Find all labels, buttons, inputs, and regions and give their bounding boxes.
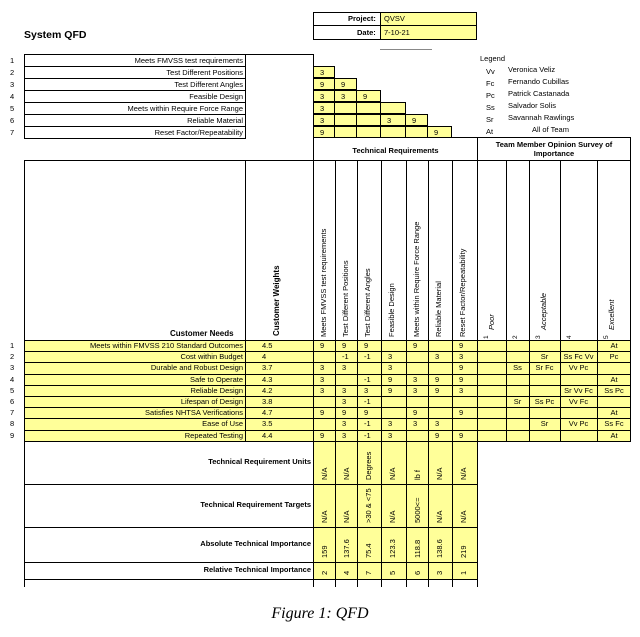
survey-scale-number: 2 (512, 335, 519, 339)
qfd-title: System QFD (24, 29, 87, 41)
need-tech-value: 9 (459, 363, 464, 373)
need-tech-value: -1 (364, 397, 371, 406)
need-survey-value: Ss (513, 363, 522, 373)
needs-left-line (24, 340, 25, 441)
need-tech-value: -1 (342, 352, 349, 362)
roof-row-label: Meets within Require Force Range (127, 104, 243, 113)
need-tech-value: 9 (342, 341, 347, 350)
need-survey-value: Ss Fc (604, 419, 624, 429)
customer-needs-label: Customer Needs (170, 329, 234, 338)
bottom-cell-value: 7 (364, 570, 373, 575)
needs-grid-line (529, 340, 530, 441)
need-survey-value: Sr (540, 352, 549, 362)
bottom-cell-value: N/A (320, 467, 329, 480)
tech-req-header: Test Different Positions (341, 260, 350, 337)
bottom-row-label: Relative Technical Importance (203, 565, 311, 575)
need-tech-value: 9 (342, 408, 347, 418)
roof-row-line (24, 78, 246, 79)
tech-req-header: Meets within Require Force Range (412, 221, 421, 337)
need-tech-value: 9 (435, 374, 440, 384)
need-tech-value: 3 (342, 419, 347, 429)
needs-grid-line (597, 340, 598, 441)
bottom-cell-value: Degrees (364, 451, 373, 480)
need-tech-value: 3 (413, 419, 418, 429)
need-survey-value: Ss Pc (604, 385, 624, 395)
bottom-cell-value: N/A (435, 510, 444, 523)
bottom-cell-value: N/A (459, 467, 468, 480)
needs-grid-line (506, 340, 507, 441)
legend-name: Patrick Castanada (508, 89, 570, 98)
bottom-cell-value: 137.6 (342, 539, 351, 558)
need-row-number: 6 (10, 397, 15, 406)
bottom-cell-value: 5 (388, 570, 397, 575)
bottom-cell-value: 2 (320, 570, 329, 575)
survey-title: Team Member Opinion Survey of Importance (495, 140, 613, 158)
roof-row-line (24, 66, 246, 67)
need-survey-value: At (610, 408, 618, 418)
need-survey-value: Vv Pc (568, 419, 589, 429)
needs-top-border (24, 160, 314, 161)
roof-row-line (24, 102, 246, 103)
legend-name: Savannah Rawlings (508, 113, 575, 122)
needs-grid-line (245, 340, 246, 441)
need-tech-value: 3 (413, 385, 418, 395)
need-survey-value: Sr Vv Fc (564, 385, 593, 395)
roof-cell: 3 (381, 114, 406, 126)
roof-row-number: 5 (10, 104, 15, 113)
bottom-cell-value: 6 (413, 570, 422, 575)
bottom-grid-line (406, 441, 407, 579)
need-weight: 3.5 (262, 419, 273, 429)
legend-name: All of Team (532, 125, 569, 134)
bottom-cell-value: N/A (320, 510, 329, 523)
roof-cell: 9 (428, 126, 452, 138)
roof-row-line (24, 90, 246, 91)
need-survey-value: Pc (609, 352, 619, 362)
bottom-cell-value: N/A (388, 510, 397, 523)
bottom-grid-line (313, 441, 314, 579)
bottom-cell-value: N/A (342, 467, 351, 480)
need-row-number: 7 (10, 408, 15, 418)
need-survey-value: Vv Fc (568, 397, 589, 406)
need-tech-value: 9 (320, 430, 325, 440)
survey-scale-number: 5 (603, 335, 610, 339)
bottom-cell-value: 5000<= (413, 497, 422, 523)
need-weight: 4 (262, 352, 267, 362)
bottom-cell-value: 138.6 (435, 539, 444, 558)
need-weight: 4.2 (262, 385, 273, 395)
bottom-grid-line (428, 441, 429, 579)
need-tech-value: 9 (364, 408, 369, 418)
need-tech-value: 9 (364, 341, 369, 350)
roof-row-label: Feasible Design (189, 92, 243, 101)
need-label: Ease of Use (202, 419, 243, 429)
need-weight: 4.3 (262, 374, 273, 384)
needs-grid-line (428, 340, 429, 441)
legend-name: Fernando Cubillas (508, 77, 569, 86)
need-tech-value: -1 (364, 374, 371, 384)
needs-grid-line (357, 340, 358, 441)
need-tech-value: 9 (413, 341, 418, 350)
need-tech-value: 9 (320, 341, 325, 350)
roof-row-label: Reliable Material (187, 116, 243, 125)
need-weight: 4.5 (262, 341, 273, 350)
roof-row-number: 4 (10, 92, 15, 101)
need-tech-value: -1 (364, 419, 371, 429)
roof-row-label: Reset Factor/Repeatability (154, 128, 243, 137)
bottom-row-label: Technical Requirement Units (208, 457, 311, 467)
bottom-cell-value: N/A (388, 467, 397, 480)
needs-grid-line (381, 340, 382, 441)
roof-cell: 9 (313, 78, 335, 90)
roof-row-label: Meets FMVSS test requirements (134, 56, 243, 65)
need-survey-value: Sr (513, 397, 522, 406)
need-tech-value: 3 (342, 363, 347, 373)
bottom-cell-value: 159 (320, 545, 329, 558)
roof-row-number: 2 (10, 68, 15, 77)
need-survey-value: Vv Pc (568, 363, 589, 373)
project-value: QVSV (384, 14, 405, 23)
roof-cell (357, 102, 381, 114)
need-row-number: 8 (10, 419, 15, 429)
need-label: Cost within Budget (180, 352, 243, 362)
need-tech-value: 9 (435, 385, 440, 395)
roof-row-line (24, 114, 246, 115)
bottom-cell-value: 3 (435, 570, 444, 575)
legend-code: Sr (486, 115, 494, 124)
bottom-cell-value: 1 (459, 570, 468, 575)
need-tech-value: 9 (435, 430, 440, 440)
need-row-number: 4 (10, 374, 15, 384)
need-tech-value: 3 (388, 419, 393, 429)
bottom-cell-value: N/A (342, 510, 351, 523)
need-tech-value: 3 (435, 419, 440, 429)
roof-row-line (24, 126, 246, 127)
bottom-cell-value: 123.3 (388, 539, 397, 558)
tech-req-header: Test Different Angles (363, 268, 372, 337)
need-tech-value: 9 (459, 408, 464, 418)
tech-req-header: Feasible Design (387, 283, 396, 337)
need-survey-value: Ss Pc (534, 397, 555, 406)
need-label: Repeated Testing (184, 430, 243, 440)
need-label: Satisfies NHTSA Verifications (145, 408, 243, 418)
need-tech-value: 3 (364, 385, 369, 395)
need-tech-value: 9 (388, 385, 393, 395)
need-survey-value: Ss Fc Vv (563, 352, 594, 362)
need-label: Meets within FMVSS 210 Standard Outcomes (90, 341, 243, 350)
roof-cell (357, 114, 381, 126)
tech-req-title: Technical Requirements (352, 146, 439, 155)
tech-req-header: Reliable Material (434, 281, 443, 337)
need-row-number: 5 (10, 385, 15, 395)
roof-row-line (24, 138, 246, 139)
needs-grid-line (477, 340, 478, 441)
roof-top-border (24, 54, 314, 55)
project-label: Project: (348, 14, 376, 23)
tech-subheader-line (313, 160, 631, 161)
legend-code: Ss (486, 103, 495, 112)
bottom-row-line (24, 579, 478, 580)
need-label: Durable and Robust Design (150, 363, 243, 373)
bottom-grid-line (452, 441, 453, 579)
figure-caption: Figure 1: QFD (271, 605, 369, 622)
need-tech-value: 3 (388, 430, 393, 440)
bottom-cell-value: 219 (459, 545, 468, 558)
need-label: Safe to Operate (190, 374, 243, 384)
legend-code: Pc (486, 91, 495, 100)
need-tech-value: 9 (459, 430, 464, 440)
bottom-grid-line (477, 441, 478, 579)
survey-scale-label: Acceptable (539, 292, 548, 330)
legend-code: Fc (486, 79, 495, 88)
need-tech-value: 3 (435, 352, 440, 362)
survey-scale-label: Excellent (607, 299, 616, 330)
legend-name: Salvador Solis (508, 101, 556, 110)
date-value: 7-10-21 (384, 28, 410, 37)
legend-name: Veronica Veliz (508, 65, 556, 74)
need-tech-value: 3 (388, 363, 393, 373)
roof-cell (335, 114, 357, 126)
roof-cell (335, 102, 357, 114)
need-survey-value: At (610, 374, 618, 384)
need-tech-value: 3 (413, 374, 418, 384)
need-tech-value: 3 (320, 374, 325, 384)
need-row-number: 9 (10, 430, 15, 440)
bottom-cell-value: N/A (459, 510, 468, 523)
need-tech-value: 9 (459, 374, 464, 384)
need-tech-value: 3 (320, 385, 325, 395)
roof-cell (381, 102, 406, 114)
bottom-cell-value: >30 & <75 (364, 488, 373, 523)
survey-scale-number: 4 (566, 335, 573, 339)
header-rule (380, 49, 432, 50)
bottom-cell-value: 75.4 (364, 543, 373, 558)
need-tech-value: 9 (388, 374, 393, 384)
need-survey-value: At (610, 430, 618, 440)
roof-cell: 3 (313, 102, 335, 114)
roof-cell: 9 (357, 90, 381, 102)
roof-cell: 3 (313, 114, 335, 126)
roof-cell: 3 (313, 90, 335, 102)
roof-row-number: 7 (10, 128, 15, 137)
legend-code: Vv (486, 67, 495, 76)
need-tech-value: 3 (342, 430, 347, 440)
roof-row-label: Test Different Angles (174, 80, 243, 89)
roof-row-number: 1 (10, 56, 15, 65)
need-row-number: 2 (10, 352, 15, 362)
bottom-cell-value: 118.8 (413, 539, 422, 558)
need-tech-value: 3 (320, 363, 325, 373)
need-row-number: 1 (10, 341, 15, 350)
need-weight: 3.7 (262, 363, 273, 373)
roof-row-number: 3 (10, 80, 15, 89)
customer-weights-label: Customer Weights (272, 265, 281, 336)
bottom-cell-value: N/A (435, 467, 444, 480)
need-survey-value: At (610, 341, 618, 350)
bottom-cell-value: 4 (342, 570, 351, 575)
need-weight: 4.4 (262, 430, 273, 440)
tech-req-header: Reset Factor/Repeatability (458, 248, 467, 337)
survey-scale-number: 1 (483, 335, 490, 339)
bottom-grid-line (335, 441, 336, 579)
needs-grid-line (452, 340, 453, 441)
roof-cell: 9 (335, 78, 357, 90)
need-weight: 3.8 (262, 397, 273, 406)
need-tech-value: 9 (413, 408, 418, 418)
need-survey-value: Sr (540, 419, 549, 429)
need-tech-value: 9 (459, 341, 464, 350)
need-row-number: 3 (10, 363, 15, 373)
legend-code: At (486, 127, 494, 136)
need-label: Lifespan of Design (180, 397, 243, 406)
roof-cell: 9 (313, 126, 335, 138)
tech-req-header: Meets FMVSS test requirements (319, 228, 328, 337)
need-tech-value: 3 (459, 385, 464, 395)
roof-cell: 3 (313, 66, 335, 78)
needs-grid-line (406, 340, 407, 441)
need-tech-value: -1 (364, 352, 371, 362)
needs-grid-line (335, 340, 336, 441)
needs-right-line (630, 340, 631, 441)
need-survey-value: Sr Fc (535, 363, 554, 373)
need-tech-value: 3 (459, 352, 464, 362)
needs-grid-line (313, 340, 314, 441)
need-label: Reliable Design (190, 385, 243, 395)
roof-row-number: 6 (10, 116, 15, 125)
need-tech-value: -1 (364, 430, 371, 440)
needs-grid-line (560, 340, 561, 441)
need-tech-value: 9 (320, 408, 325, 418)
bottom-grid-line (381, 441, 382, 579)
roof-cell: 3 (335, 90, 357, 102)
need-tech-value: 3 (342, 397, 347, 406)
legend-title: Legend (480, 54, 506, 63)
need-weight: 4.7 (262, 408, 273, 418)
matrix-top-border (313, 137, 631, 138)
survey-scale-number: 3 (535, 335, 542, 339)
date-label: Date: (357, 28, 376, 37)
bottom-cell-value: lb f (413, 469, 422, 480)
need-tech-value: 3 (388, 352, 393, 362)
bottom-row-label: Technical Requirement Targets (200, 500, 311, 510)
need-tech-value: 3 (342, 385, 347, 395)
roof-row-label: Test Different Positions (166, 68, 243, 77)
roof-cell: 9 (406, 114, 428, 126)
survey-scale-label: Poor (487, 314, 496, 330)
bottom-grid-line (357, 441, 358, 579)
bottom-row-label: Absolute Technical Importance (200, 539, 311, 549)
